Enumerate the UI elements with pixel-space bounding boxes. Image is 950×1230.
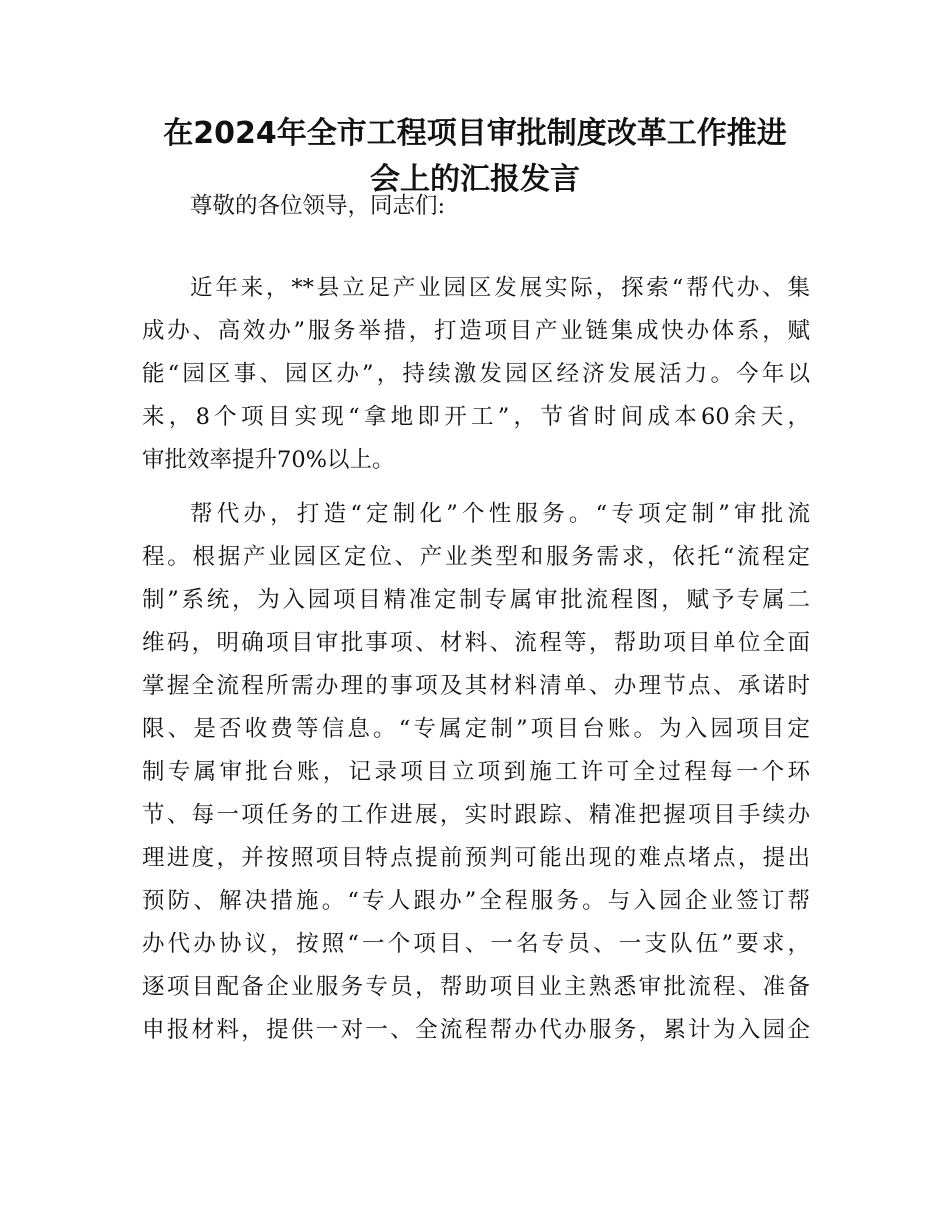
paragraph-2-line: 程。根据产业园区定位、产业类型和服务需求，依托“流程定 [142,544,810,570]
salutation: 尊敬的各位领导，同志们: [190,193,446,219]
paragraph-2-line: 逐项目配备企业服务专员，帮助项目业主熟悉审批流程、准备 [142,974,810,1000]
paragraph-1-line: 近年来，**县立足产业园区发展实际，探索“帮代办、集 [190,275,810,301]
paragraph-2-line: 办代办协议，按照“一个项目、一名专员、一支队伍”要求， [142,931,810,957]
paragraph-2-line: 帮代办，打造“定制化”个性服务。“专项定制”审批流 [190,501,810,527]
paragraph-2-line: 限、是否收费等信息。“专属定制”项目台账。为入园项目定 [142,716,810,742]
paragraph-2-line: 维码，明确项目审批事项、材料、流程等，帮助项目单位全面 [142,630,810,656]
document-title-line-1: 在2024年全市工程项目审批制度改革工作推进 [163,116,787,151]
paragraph-1-line: 来，8个项目实现“拿地即开工”，节省时间成本60余天， [142,404,810,430]
document-title-line-2: 会上的汇报发言 [370,162,580,197]
paragraph-2-line: 制专属审批台账，记录项目立项到施工许可全过程每一个环 [142,759,810,785]
paragraph-2-line: 预防、解决措施。“专人跟办”全程服务。与入园企业签订帮 [142,888,810,914]
paragraph-1-line: 成办、高效办”服务举措，打造项目产业链集成快办体系，赋 [142,318,810,344]
paragraph-1-line: 能“园区事、园区办”，持续激发园区经济发展活力。今年以 [142,361,810,387]
paragraph-2-line: 理进度，并按照项目特点提前预判可能出现的难点堵点，提出 [142,845,810,871]
paragraph-2-line: 申报材料，提供一对一、全流程帮办代办服务，累计为入园企 [142,1017,810,1043]
paragraph-2-line: 节、每一项任务的工作进展，实时跟踪、精准把握项目手续办 [142,802,810,828]
paragraph-1-line: 审批效率提升70%以上。 [142,447,395,473]
paragraph-2-line: 制”系统，为入园项目精准定制专属审批流程图，赋予专属二 [142,587,810,613]
paragraph-2-line: 掌握全流程所需办理的事项及其材料清单、办理节点、承诺时 [142,673,810,699]
